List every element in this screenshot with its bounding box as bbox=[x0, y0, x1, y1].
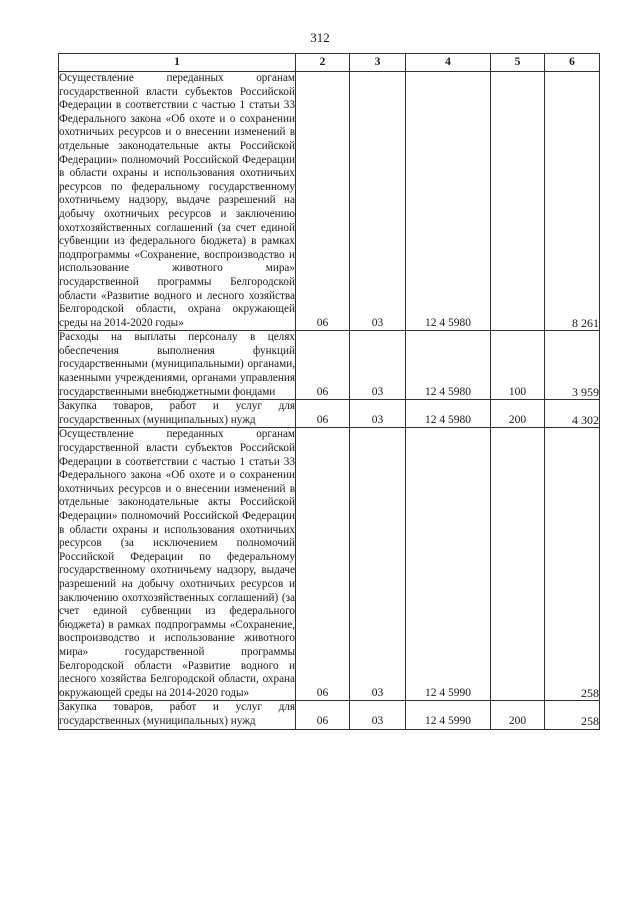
row-amount: 4 302 bbox=[545, 400, 600, 428]
column-header-5: 5 bbox=[491, 54, 545, 72]
row-target-item: 12 4 5980 bbox=[406, 331, 491, 400]
row-subsection: 03 bbox=[350, 400, 406, 428]
row-subsection: 03 bbox=[350, 72, 406, 331]
table-row bbox=[59, 400, 600, 428]
row-section: 06 bbox=[296, 72, 350, 331]
row-amount: 8 261 bbox=[545, 72, 600, 331]
row-subsection: 03 bbox=[350, 331, 406, 400]
row-description: Закупка товаров, работ и услуг для государственных (муниципальных) нужд bbox=[59, 400, 296, 428]
row-expense-type: 200 bbox=[491, 400, 545, 428]
table-row bbox=[59, 701, 600, 729]
row-expense-type bbox=[491, 72, 545, 331]
column-header-2: 2 bbox=[296, 54, 350, 72]
row-description: Осуществление переданных органам государственной власти субъектов Российской Федерации в соответствии с частью 1 статьи 33 Федерального закона «Об охоте и о сохранении охотничьих ресурсов и о внесении изменений в отдельные законодательные акты Российской Федерации» полномочий Российской Федерации в области охраны и использования охотничьих ресурсов (за исключением полномочий Российской Федерации по федеральному государственному охотничьему надзору, выдаче разрешений на добычу охотничьих ресурсов и заключению охотхозяйственных соглашений) (за счет единой субвенции из федерального бюджета) в рамках подпрограммы «Сохранение, воспроизводство и использование животного мира» государственной программы Белгородской области «Развитие водного и лесного хозяйства Белгородской области, охрана окружающей среды на 2014-2020 годы» bbox=[59, 428, 296, 701]
column-header-3: 3 bbox=[350, 54, 406, 72]
row-description: Расходы на выплаты персоналу в целях обеспечения выполнения функций государственными (муниципальными) органами, казенными учреждениями, органами управления государственными внебюджетными фондами bbox=[59, 331, 296, 400]
row-amount: 258 bbox=[545, 428, 600, 701]
row-expense-type: 100 bbox=[491, 331, 545, 400]
column-header-1: 1 bbox=[59, 54, 296, 72]
row-target-item: 12 4 5990 bbox=[406, 428, 491, 701]
row-section: 06 bbox=[296, 428, 350, 701]
column-header-4: 4 bbox=[406, 54, 491, 72]
row-section: 06 bbox=[296, 331, 350, 400]
page-number: 312 bbox=[310, 30, 330, 45]
table-row bbox=[59, 428, 600, 701]
row-subsection: 03 bbox=[350, 701, 406, 729]
row-amount: 3 959 bbox=[545, 331, 600, 400]
row-expense-type: 200 bbox=[491, 701, 545, 729]
row-target-item: 12 4 5990 bbox=[406, 701, 491, 729]
row-description: Закупка товаров, работ и услуг для государственных (муниципальных) нужд bbox=[59, 701, 296, 729]
row-subsection: 03 bbox=[350, 428, 406, 701]
row-description: Осуществление переданных органам государственной власти субъектов Российской Федерации в соответствии с частью 1 статьи 33 Федерального закона «Об охоте и о сохранении охотничьих ресурсов и о внесении изменений в отдельные законодательные акты Российской Федерации» полномочий Российской Федерации в области охраны и использования охотничьих ресурсов по федеральному государственному охотничьему надзору, выдаче разрешений на добычу охотничьих ресурсов и заключению охотхозяйственных соглашений (за счет единой субвенции из федерального бюджета) в рамках подпрограммы «Сохранение, воспроизводство и использование животного мира» государственной программы Белгородской области «Развитие водного и лесного хозяйства Белгородской области, охрана окружающей среды на 2014-2020 годы» bbox=[59, 72, 296, 331]
table-row bbox=[59, 331, 600, 400]
row-expense-type bbox=[491, 428, 545, 701]
row-amount: 258 bbox=[545, 701, 600, 729]
column-header-6: 6 bbox=[545, 54, 600, 72]
row-target-item: 12 4 5980 bbox=[406, 400, 491, 428]
row-target-item: 12 4 5980 bbox=[406, 72, 491, 331]
budget-table bbox=[58, 53, 600, 730]
table-row bbox=[59, 72, 600, 331]
row-section: 06 bbox=[296, 701, 350, 729]
row-section: 06 bbox=[296, 400, 350, 428]
table-header-row bbox=[59, 54, 600, 72]
